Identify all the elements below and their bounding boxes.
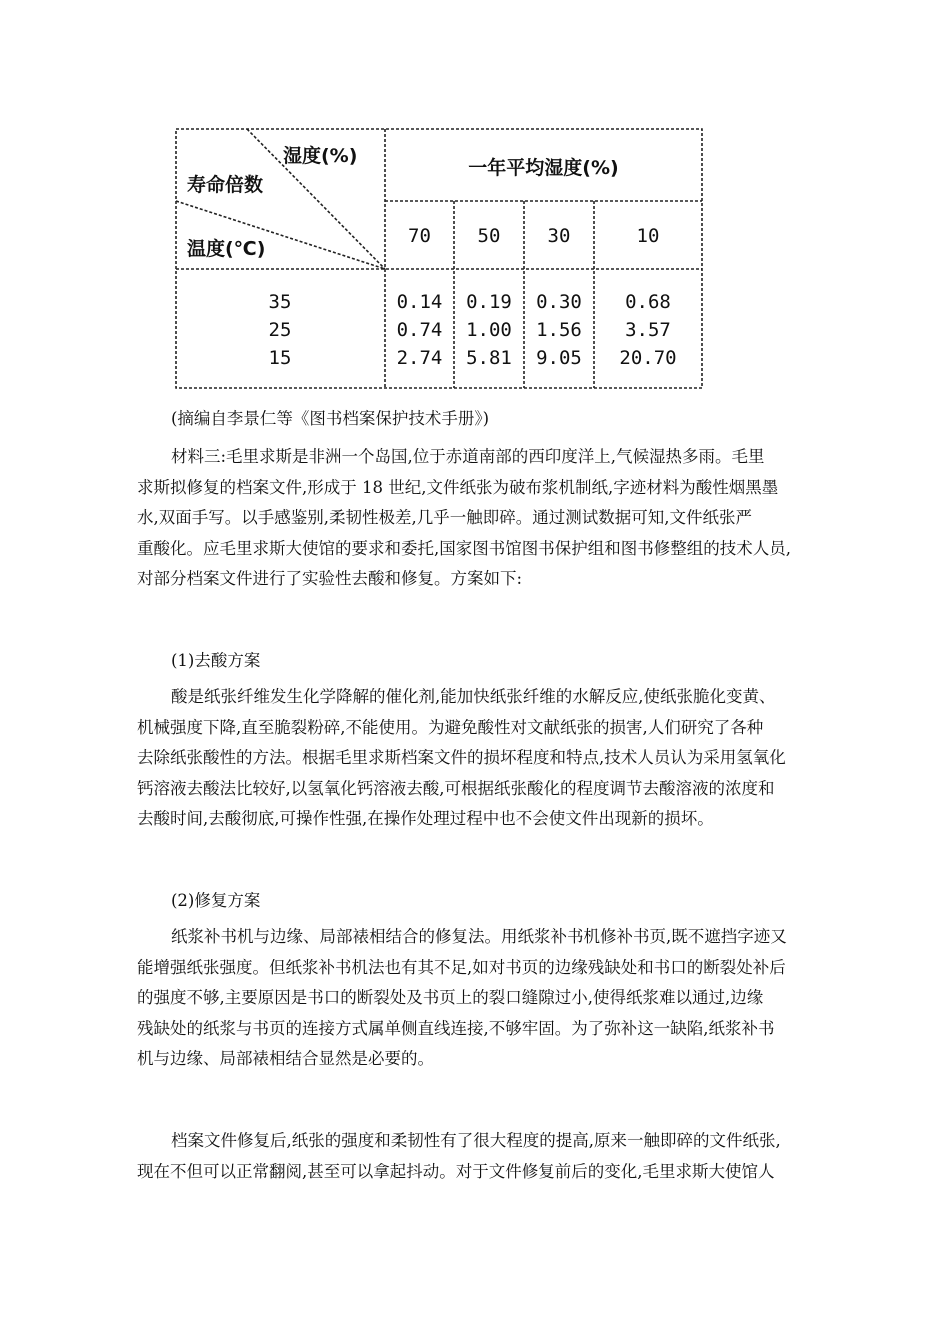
section-one-title: (1)去酸方案 [171, 651, 261, 670]
diag-humidity-label: 湿度(%) [283, 145, 358, 167]
section-two-title: (2)修复方案 [171, 891, 261, 910]
values-col-30 [524, 288, 594, 372]
paragraph-line: 酸是纸张纤维发生化学降解的催化剂,能加快纸张纤维的水解反应,使纸张脆化变黄、 [171, 687, 776, 706]
paragraph-line: 去除纸张酸性的方法。根据毛里求斯档案文件的损坏程度和特点,技术人员认为采用氢氧化 [137, 748, 786, 767]
source-note: (摘编自李景仁等《图书档案保护技术手册》) [171, 409, 490, 428]
humidity-col-50: 50 [477, 225, 501, 247]
temp-35: 35 [268, 291, 292, 313]
values-col-10 [594, 288, 702, 372]
lifespan-table [175, 128, 703, 389]
table-cell: 0.14 [396, 291, 443, 313]
paragraph-line: 机械强度下降,直至脆裂粉碎,不能使用。为避免酸性对文献纸张的损害,人们研究了各种 [137, 717, 764, 737]
temperature-column [175, 288, 385, 372]
paragraph-line: 重酸化。应毛里求斯大使馆的要求和委托,国家图书馆图书保护组和图书修整组的技术人员, [137, 538, 791, 558]
temp-25: 25 [268, 319, 292, 341]
table-cell: 9.05 [536, 347, 582, 369]
closing-paragraph [137, 1126, 837, 1187]
material-three-paragraph [137, 442, 837, 595]
section-two-paragraph [137, 922, 837, 1075]
diag-temperature-label: 温度(℃) [187, 238, 266, 260]
table-cell: 1.00 [466, 319, 512, 341]
paragraph-line: 水,双面手写。以手感鉴别,柔韧性极差,几乎一触即碎。通过测试数据可知,文件纸张严 [137, 508, 752, 527]
humidity-col-70: 70 [408, 225, 431, 247]
table-cell: 3.57 [625, 319, 671, 341]
header-title: 一年平均湿度(%) [468, 157, 619, 179]
paragraph-line: 档案文件修复后,纸张的强度和柔韧性有了很大程度的提高,原来一触即碎的文件纸张, [171, 1131, 781, 1150]
table-cell: 5.81 [466, 347, 512, 369]
paragraph-line: 的强度不够,主要原因是书口的断裂处及书页上的裂口缝隙过小,使得纸浆难以通过,边缘 [137, 988, 764, 1007]
paragraph-line: 钙溶液去酸法比较好,以氢氧化钙溶液去酸,可根据纸张酸化的程度调节去酸溶液的浓度和 [137, 778, 775, 798]
paragraph-line: 现在不但可以正常翻阅,甚至可以拿起抖动。对于文件修复前后的变化,毛里求斯大使馆人 [137, 1161, 775, 1181]
values-col-50 [454, 288, 524, 372]
paragraph-line: 去酸时间,去酸彻底,可操作性强,在操作处理过程中也不会使文件出现新的损坏。 [137, 809, 714, 828]
humidity-col-10: 10 [636, 225, 660, 247]
diag-lifespan-label: 寿命倍数 [187, 174, 264, 196]
table-cell: 0.68 [625, 291, 671, 313]
paragraph-line: 能增强纸张强度。但纸浆补书机法也有其不足,如对书页的边缘残缺处和书口的断裂处补后 [137, 957, 786, 977]
paragraph-line: 机与边缘、局部裱相结合显然是必要的。 [137, 1049, 434, 1068]
paragraph-line: 对部分档案文件进行了实验性去酸和修复。方案如下: [137, 569, 523, 588]
temp-15: 15 [268, 347, 292, 369]
paragraph-line: 残缺处的纸浆与书页的连接方式属单侧直线连接,不够牢固。为了弥补这一缺陷,纸浆补书 [137, 1018, 775, 1038]
table-cell: 0.74 [396, 319, 443, 341]
table-cell: 1.56 [536, 319, 582, 341]
table-cell: 2.74 [396, 347, 443, 369]
paragraph-line: 材料三:毛里求斯是非洲一个岛国,位于赤道南部的西印度洋上,气候湿热多雨。毛里 [171, 447, 765, 466]
humidity-col-30: 30 [547, 225, 571, 247]
section-one-paragraph [137, 682, 837, 835]
table-cell: 20.70 [619, 347, 677, 369]
paragraph-line: 纸浆补书机与边缘、局部裱相结合的修复法。用纸浆补书机修补书页,既不遮挡字迹又 [171, 927, 787, 946]
values-col-70 [385, 288, 454, 372]
table-cell: 0.19 [466, 291, 512, 313]
table-cell: 0.30 [536, 291, 582, 313]
paragraph-line: 求斯拟修复的档案文件,形成于 18 世纪,文件纸张为破布浆机制纸,字迹材料为酸性烟黑墨 [137, 477, 779, 497]
